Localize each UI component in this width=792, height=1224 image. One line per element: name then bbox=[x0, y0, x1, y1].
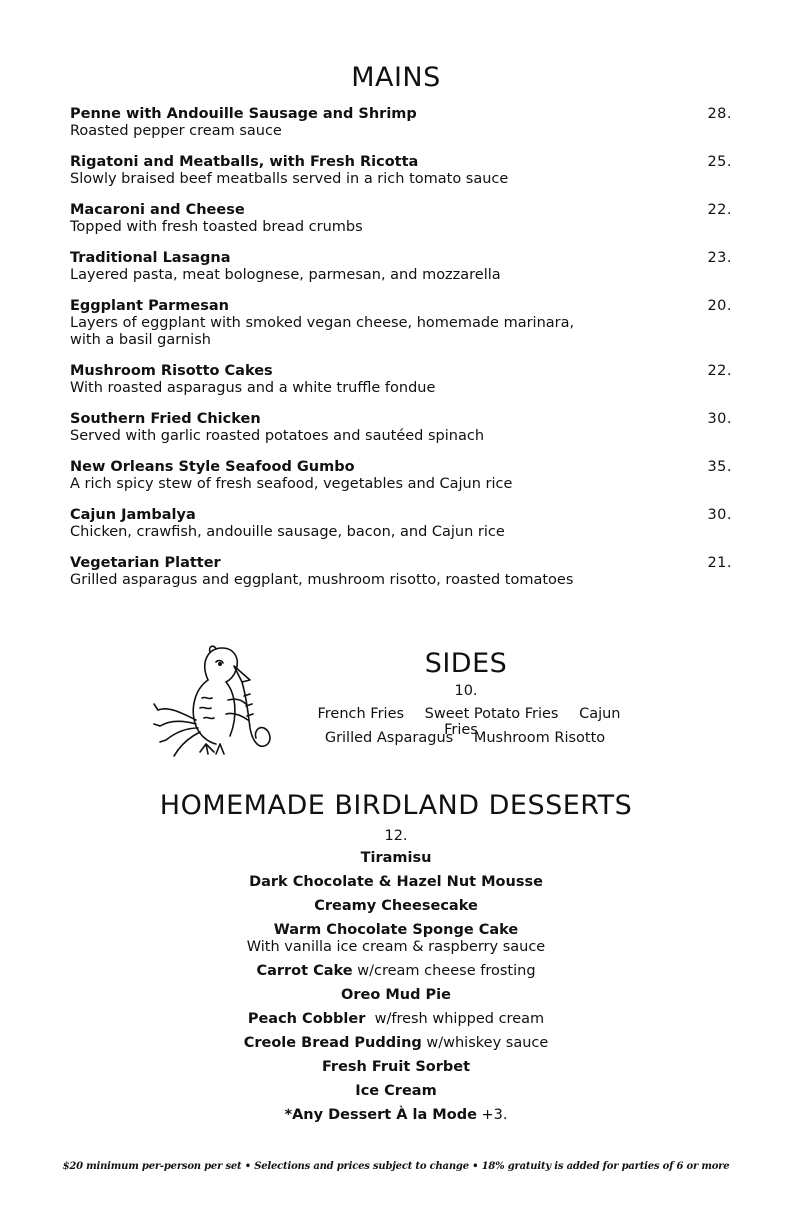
menu-item bbox=[70, 363, 732, 397]
dessert-note: w/fresh whipped cream bbox=[374, 1011, 545, 1027]
item-name: New Orleans Style Seafood Gumbo bbox=[70, 458, 355, 475]
item-description: Roasted pepper cream sauce bbox=[70, 123, 282, 139]
dessert-name: Creole Bread Pudding bbox=[243, 1035, 422, 1051]
menu-item bbox=[70, 154, 732, 188]
dessert-item bbox=[0, 1011, 792, 1028]
menu-item bbox=[70, 106, 732, 140]
item-price: 28. bbox=[707, 106, 732, 122]
item-description: Topped with fresh toasted bread crumbs bbox=[70, 219, 363, 235]
dessert-note: w/cream cheese frosting bbox=[357, 963, 536, 979]
item-price: 25. bbox=[707, 154, 732, 170]
footer-note: $20 minimum per-person per set • Selections and prices subject to change • 18% gratuity is added for parties of 6 or more bbox=[62, 1161, 730, 1172]
dessert-name: Oreo Mud Pie bbox=[341, 987, 451, 1003]
item-price: 30. bbox=[707, 410, 732, 427]
menu-item bbox=[70, 459, 732, 493]
item-description: A rich spicy stew of fresh seafood, vegetables and Cajun rice bbox=[70, 475, 513, 492]
item-name: Traditional Lasagna bbox=[70, 250, 231, 266]
dessert-name: *Any Dessert À la Mode bbox=[284, 1107, 477, 1123]
item-price: 35. bbox=[707, 458, 732, 475]
dessert-name: Creamy Cheesecake bbox=[314, 898, 478, 914]
sides-heading: SIDES bbox=[424, 648, 508, 679]
dessert-item bbox=[0, 922, 792, 956]
item-price: 23. bbox=[707, 250, 732, 266]
item-price: 30. bbox=[707, 506, 732, 523]
item-price: 22. bbox=[707, 362, 732, 379]
item-description: With roasted asparagus and a white truffle fondue bbox=[70, 379, 436, 396]
dessert-item bbox=[0, 1107, 792, 1124]
item-price: 21. bbox=[707, 554, 732, 571]
dessert-item bbox=[0, 1035, 792, 1052]
item-name: Macaroni and Cheese bbox=[70, 202, 245, 218]
menu-item bbox=[70, 298, 732, 348]
item-name: Cajun Jambalya bbox=[70, 506, 196, 523]
bird-saxophone-icon bbox=[150, 640, 275, 762]
item-name: Eggplant Parmesan bbox=[70, 298, 229, 314]
item-description: Slowly braised beef meatballs served in a rich tomato sauce bbox=[70, 171, 509, 187]
dessert-item bbox=[0, 1059, 792, 1076]
item-name: Penne with Andouille Sausage and Shrimp bbox=[70, 106, 417, 122]
dessert-item bbox=[0, 1083, 792, 1100]
item-description: Layered pasta, meat bolognese, parmesan, and mozzarella bbox=[70, 267, 501, 283]
sides-price: 10. bbox=[454, 683, 478, 699]
dessert-item bbox=[0, 850, 792, 867]
dessert-name: Carrot Cake bbox=[256, 963, 353, 979]
desserts-list bbox=[0, 850, 792, 1131]
item-price: 20. bbox=[707, 298, 732, 314]
dessert-note: +3. bbox=[481, 1107, 508, 1123]
side-item: French Fries bbox=[317, 706, 405, 722]
dessert-note: w/whiskey sauce bbox=[426, 1035, 549, 1051]
side-item: Cajun Fries bbox=[444, 706, 621, 738]
item-price: 22. bbox=[707, 202, 732, 218]
menu-item bbox=[70, 250, 732, 284]
mains-list bbox=[70, 106, 732, 603]
menu-item bbox=[70, 411, 732, 445]
dessert-item bbox=[0, 874, 792, 891]
dessert-name: Warm Chocolate Sponge Cake bbox=[273, 922, 519, 938]
side-item: Sweet Potato Fries bbox=[424, 706, 559, 722]
item-name: Rigatoni and Meatballs, with Fresh Ricotta bbox=[70, 154, 419, 170]
dessert-note: With vanilla ice cream & raspberry sauce bbox=[246, 939, 546, 955]
item-name: Mushroom Risotto Cakes bbox=[70, 362, 273, 379]
menu-item bbox=[70, 555, 732, 589]
dessert-item bbox=[0, 898, 792, 915]
menu-item bbox=[70, 507, 732, 541]
item-description: Served with garlic roasted potatoes and sautéed spinach bbox=[70, 427, 485, 444]
item-name: Southern Fried Chicken bbox=[70, 410, 261, 427]
desserts-heading: HOMEMADE BIRDLAND DESSERTS bbox=[159, 790, 633, 821]
dessert-name: Fresh Fruit Sorbet bbox=[321, 1059, 471, 1075]
dessert-name: Tiramisu bbox=[360, 850, 432, 866]
item-description: Grilled asparagus and eggplant, mushroom risotto, roasted tomatoes bbox=[70, 571, 574, 588]
side-item: Grilled Asparagus bbox=[324, 730, 454, 746]
dessert-name: Ice Cream bbox=[355, 1083, 437, 1099]
sides-row bbox=[290, 730, 640, 746]
menu-item bbox=[70, 202, 732, 236]
side-item: Mushroom Risotto bbox=[473, 730, 606, 746]
dessert-name: Peach Cobbler bbox=[247, 1011, 366, 1027]
item-name: Vegetarian Platter bbox=[70, 554, 221, 571]
dessert-item bbox=[0, 963, 792, 980]
dessert-item bbox=[0, 987, 792, 1004]
item-description: Chicken, crawfish, andouille sausage, bacon, and Cajun rice bbox=[70, 523, 505, 540]
desserts-price: 12. bbox=[384, 828, 408, 844]
item-description: Layers of eggplant with smoked vegan cheese, homemade marinara, with a basil garnish bbox=[70, 315, 575, 348]
mains-heading: MAINS bbox=[351, 62, 441, 93]
dessert-name: Dark Chocolate & Hazel Nut Mousse bbox=[249, 874, 543, 890]
